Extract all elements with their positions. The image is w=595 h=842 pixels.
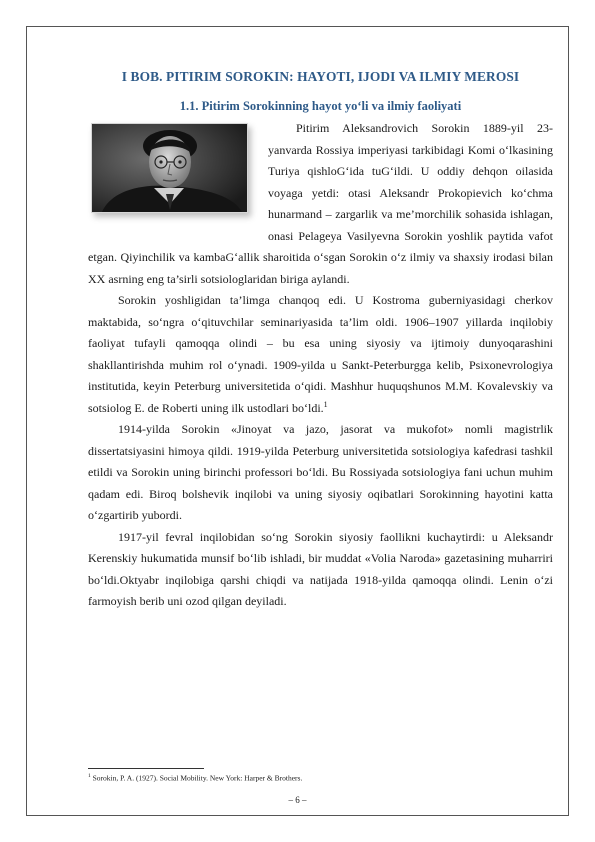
page-number: – 6 – [288, 795, 307, 805]
section-title: 1.1. Pitirim Sorokinning hayot yo‘li va ilmiy faoliyati [179, 99, 462, 113]
paragraph-2 [88, 290, 553, 419]
paragraph-2-text: Sorokin yoshligidan ta’limga chanqoq edi. U Kostroma guberniyasidagi cherkov maktabida, so‘ngra o‘qituvchilar seminariyasida ta’lim oldi. 1906–1907 yillarda inqilobiy faoliyat tufayli qamoqqa olindi – bu esa uning siyosiy va ijtimoiy dunyoqarashini shakllantirishda muhim rol o‘ynadi. 1909-yilda u Sankt-Peterburgga kelib, Psixonevrologiya institutida, keyin Peterburg universitetida o‘qidi. Mashhur huquqshunos M.M. Kovalevskiy va sotsiolog E. de Roberti uning ilk ustodlari bo‘ldi. [88, 293, 553, 415]
chapter-title: I BOB. PITIRIM SOROKIN: HAYOTI, IJODI VA ILMIY MEROSI [121, 69, 520, 84]
page-content [88, 68, 553, 613]
portrait-figure [88, 120, 258, 230]
portrait-image [92, 124, 247, 212]
footnote-number: 1 [88, 773, 91, 779]
paragraph-3: 1914-yilda Sorokin «Jinoyat va jazo, jasorat va mukofot» nomli magistrlik dissertatsiyasini himoya qildi. 1919-yilda Peterburg universitetida sotsiologiya kafedrasi tashkil etildi va Sorokin uning birinchi professori bo‘ldi. Bu Rossiyada sotsiologiya fani uchun muhim qadam edi. Biroq bolshevik inqilobi va uning siyosiy oqibatlari Sorokinning hayotini katta o‘zgartirib yubordi. [88, 422, 553, 522]
paragraph-1: Pitirim Aleksandrovich Sorokin 1889-yil 23-yanvarda Rossiya imperiyasi tarkibidagi Komi o‘lkasining Turiya qishloG‘ida tuG‘ildi. U oddiy dehqon oilasida voyaga yetdi: otasi Aleksandr Prokopievich ko‘chma hunarmand – zargarlik va me’morchilik sohasida ishlagan, onasi Pelageya Vasilyevna Sorokin yoshlik paytida vafot etgan. Qiyinchilik va kambaG‘allik sharoitida o‘sgan Sorokin o‘z ilmiy va shaxsiy irodasi bilan XX asrning eng ta’sirli sotsiologlaridan biriga aylandi. [88, 121, 553, 286]
portrait-photo [91, 123, 248, 213]
footnote-text: Sorokin, P. A. (1927). Social Mobility. New York: Harper & Brothers. [92, 773, 303, 783]
footnote-divider [88, 768, 204, 769]
footnote [88, 771, 302, 784]
paragraph-4: 1917-yil fevral inqilobidan so‘ng Sorokin siyosiy faollikni kuchaytirdi: u Aleksandr Kerenskiy hukumatida munsif bo‘lib ishladi, bir muddat «Volia Naroda» gazetasining muharriri bo‘ldi.Oktyabr inqilobiga qarshi chiqdi va natijada 1918-yilda qamoqqa olindi. Lenin o‘zi farmoyish berib uni ozod qilgan deyiladi. [88, 529, 553, 608]
footnote-marker[interactable]: 1 [323, 399, 328, 409]
